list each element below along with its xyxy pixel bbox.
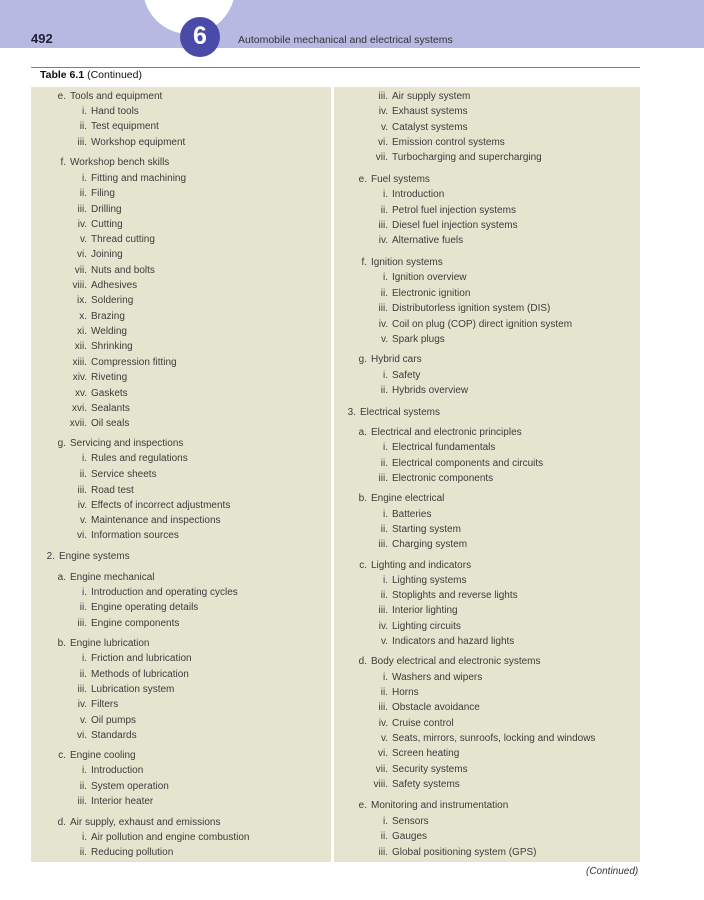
list-item-text: Alternative fuels [392,235,464,246]
list-item-text: Turbocharging and supercharging [392,152,542,163]
list-item-text: Engine systems [59,551,130,562]
list-item-marker: vii. [375,152,388,163]
list-item-marker: i. [383,816,388,827]
list-item-text: Washers and wipers [392,672,483,683]
list-item [63,372,127,384]
list-item-text: Electrical and electronic principles [371,427,522,438]
list-item-marker: g. [57,438,66,449]
list-item-marker: iii. [378,473,388,484]
chapter-number-badge: 6 [180,17,220,57]
list-item-marker: ii. [380,831,388,842]
list-item-text: Engine electrical [371,493,445,504]
list-item-text: Oil pumps [91,715,137,726]
list-item [63,485,134,497]
list-item [364,831,427,843]
table-top-rule [31,67,640,68]
list-item-marker: iv. [77,699,87,710]
list-item-text: Hybrids overview [392,385,469,396]
list-item-marker: ii. [380,524,388,535]
list-item-text: Engine operating details [91,602,199,613]
list-item [63,715,136,727]
list-item-marker: i. [82,832,87,843]
list-item-text: Exhaust systems [392,106,468,117]
list-item-marker: a. [57,572,66,583]
list-item [364,122,468,134]
list-item [63,730,137,742]
list-item-marker: ii. [380,458,388,469]
list-item-text: Introduction [392,189,445,200]
list-item [356,174,430,186]
list-item-text: Compression fitting [91,357,177,368]
list-item [364,303,550,315]
list-item [63,188,115,200]
list-item-marker: vii. [375,764,388,775]
table-title [40,69,142,81]
list-item-text: Electronic ignition [392,288,471,299]
list-item [364,575,466,587]
table-right-column [334,87,640,862]
list-item [63,699,118,711]
list-item-marker: vi. [77,730,87,741]
list-item-marker: f. [60,157,66,168]
list-item-text: Stoplights and reverse lights [392,590,518,601]
list-item [364,152,542,164]
list-item [63,602,198,614]
list-item-text: Engine cooling [70,750,136,761]
list-item [63,500,230,512]
list-item-text: Nuts and bolts [91,265,155,276]
list-item-marker: iii. [77,137,87,148]
list-item-marker: vi. [77,530,87,541]
list-item-marker: iv. [77,500,87,511]
list-item [364,718,454,730]
list-item-marker: d. [358,656,367,667]
list-item [364,605,458,617]
list-item-marker: iii. [77,485,87,496]
list-item-text: Diesel fuel injection systems [392,220,518,231]
list-item-text: Obstacle avoidance [392,702,480,713]
list-item [55,157,169,169]
list-item [63,357,177,369]
list-item [63,653,192,665]
list-item [63,295,133,307]
list-item [364,764,468,776]
list-item [55,91,162,103]
list-item-marker: ii. [79,847,87,858]
list-item-marker: i. [383,509,388,520]
list-item [364,539,467,551]
list-item-marker: vi. [77,249,87,260]
list-item-marker: vi. [378,137,388,148]
list-item-text: Sealants [91,403,130,414]
list-item [356,560,471,572]
list-item [63,530,179,542]
list-item-marker: i. [82,106,87,117]
list-item-text: Engine mechanical [70,572,155,583]
list-item-marker: iii. [378,91,388,102]
list-item [342,407,440,419]
list-item-marker: xii. [74,341,87,352]
list-item-text: Horns [392,687,419,698]
list-item-text: Filing [91,188,115,199]
list-item-marker: ii. [380,205,388,216]
list-item-text: Brazing [91,311,125,322]
list-item [55,750,136,762]
list-item-marker: viii. [373,779,388,790]
list-item-marker: ii. [79,781,87,792]
list-item-text: Engine lubrication [70,638,150,649]
list-item [63,388,128,400]
list-item [356,257,443,269]
list-item-marker: i. [82,173,87,184]
list-item [63,204,122,216]
list-item-text: Fuel systems [371,174,430,185]
list-item [364,288,470,300]
list-item-marker: iv. [378,106,388,117]
list-item [364,816,429,828]
list-item-marker: v. [79,234,87,245]
list-item [364,205,516,217]
list-item-marker: i. [82,653,87,664]
list-item-text: Introduction and operating cycles [91,587,238,598]
list-item [364,458,543,470]
list-item-text: Hand tools [91,106,139,117]
list-item-text: Oil seals [91,418,130,429]
list-item-marker: iii. [77,204,87,215]
list-item-text: Petrol fuel injection systems [392,205,516,216]
list-item [63,326,127,338]
list-item-marker: f. [361,257,367,268]
list-item-marker: i. [383,575,388,586]
list-item [63,669,189,681]
list-item [63,832,249,844]
list-item-text: Riveting [91,372,128,383]
list-item-marker: xvii. [69,418,87,429]
list-item-text: Tools and equipment [70,91,163,102]
list-item [356,656,541,668]
list-item [63,106,139,118]
list-item-marker: ii. [380,385,388,396]
list-item [364,272,466,284]
list-item-marker: ii. [79,669,87,680]
list-item-marker: ii. [380,687,388,698]
list-item [364,590,518,602]
list-item-text: Coil on plug (COP) direct ignition system [392,319,573,330]
list-item-marker: i. [82,453,87,464]
list-item-text: Methods of lubrication [91,669,189,680]
list-item [364,106,468,118]
list-item [55,817,220,829]
list-item-marker: xiii. [72,357,87,368]
list-item [364,137,505,149]
list-item [63,219,123,231]
list-item-text: Rules and regulations [91,453,188,464]
list-item [356,493,444,505]
list-item-text: Air supply, exhaust and emissions [70,817,221,828]
list-item-text: Welding [91,326,127,337]
table-left-column [31,87,331,862]
list-item-text: Sensors [392,816,429,827]
list-item-marker: ii. [380,288,388,299]
list-item-marker: iv. [378,718,388,729]
list-item-marker: e. [358,800,367,811]
list-item [55,638,150,650]
list-item-marker: b. [358,493,367,504]
list-item [63,469,157,481]
list-item-text: Body electrical and electronic systems [371,656,541,667]
list-item-text: Workshop equipment [91,137,186,148]
list-item-text: Indicators and hazard lights [392,636,515,647]
list-item [364,733,595,745]
list-item-marker: iii. [378,847,388,858]
list-item-marker: i. [383,370,388,381]
list-item [356,800,508,812]
list-item [364,847,537,859]
list-item-marker: xiv. [72,372,87,383]
list-item-marker: iii. [378,702,388,713]
list-item [364,473,493,485]
list-item-marker: xv. [74,388,87,399]
list-item-text: Distributorless ignition system (DIS) [392,303,551,314]
list-item [63,280,137,292]
list-item-marker: i. [383,672,388,683]
list-item-text: Spark plugs [392,334,445,345]
list-item-marker: iv. [378,621,388,632]
list-item-marker: v. [380,334,388,345]
list-item-marker: iii. [77,684,87,695]
list-item [55,572,155,584]
list-item [63,847,173,859]
list-item-text: Hybrid cars [371,354,422,365]
list-item [364,235,463,247]
list-item-text: Effects of incorrect adjustments [91,500,231,511]
list-item-text: Maintenance and inspections [91,515,221,526]
list-item-text: Thread cutting [91,234,155,245]
list-item-text: Security systems [392,764,468,775]
list-item-text: Charging system [392,539,468,550]
list-item-text: Introduction [91,765,144,776]
list-item-text: Seats, mirrors, sunroofs, locking and windows [392,733,596,744]
list-item-text: Cruise control [392,718,454,729]
list-item-text: Interior lighting [392,605,458,616]
list-item [63,121,159,133]
list-item-marker: e. [358,174,367,185]
list-item-marker: xvi. [72,403,87,414]
list-item [63,137,185,149]
list-item [41,551,130,563]
list-item-marker: b. [57,638,66,649]
list-item-marker: iv. [378,319,388,330]
list-item-marker: ii. [79,121,87,132]
list-item-text: Engine components [91,618,180,629]
list-item-text: Screen heating [392,748,460,759]
list-item-text: Friction and lubrication [91,653,192,664]
list-item-text: Global positioning system (GPS) [392,847,537,858]
list-item-marker: ii. [79,469,87,480]
list-item-marker: i. [383,189,388,200]
list-item-text: Ignition systems [371,257,443,268]
list-item-text: Information sources [91,530,179,541]
list-item [364,524,461,536]
list-item [63,234,155,246]
list-item [63,341,133,353]
list-item-text: Monitoring and instrumentation [371,800,509,811]
list-item-text: Electrical systems [360,407,441,418]
list-item [63,765,143,777]
list-item-marker: i. [82,765,87,776]
list-item [364,687,419,699]
list-item-marker: 2. [46,551,55,562]
list-item [364,672,482,684]
list-item-marker: d. [57,817,66,828]
list-item-text: Starting system [392,524,461,535]
list-item-marker: 3. [347,407,356,418]
list-item-text: Electronic components [392,473,494,484]
list-item [364,779,460,791]
list-item-text: Adhesives [91,280,138,291]
list-item-marker: v. [79,715,87,726]
list-item-marker: iii. [378,605,388,616]
table-label: Table 6.1 [40,69,85,81]
list-item [364,385,468,397]
list-item-text: Lighting circuits [392,621,461,632]
list-item-text: Fitting and machining [91,173,187,184]
list-item-text: Catalyst systems [392,122,468,133]
list-item-marker: i. [82,587,87,598]
list-item-text: Servicing and inspections [70,438,184,449]
list-item-text: Soldering [91,295,134,306]
list-item-text: Emission control systems [392,137,505,148]
list-item-marker: x. [79,311,87,322]
list-item-text: Test equipment [91,121,159,132]
list-item-marker: iv. [378,235,388,246]
list-item-marker: v. [380,636,388,647]
list-item [63,781,169,793]
list-item-text: Service sheets [91,469,157,480]
list-item [364,370,420,382]
list-item-marker: c. [359,560,367,571]
list-item-text: Lighting systems [392,575,467,586]
running-title: Automobile mechanical and electrical systems [238,34,453,46]
list-item-marker: iii. [77,618,87,629]
list-item [63,403,130,415]
list-item-marker: viii. [72,280,87,291]
list-item-text: Filters [91,699,119,710]
list-item-text: Lighting and indicators [371,560,472,571]
list-item [364,702,480,714]
list-item-text: Drilling [91,204,122,215]
list-item-text: Interior heater [91,796,154,807]
list-item-marker: v. [380,122,388,133]
list-item-text: Safety systems [392,779,460,790]
list-item-marker: i. [383,272,388,283]
list-item-text: Workshop bench skills [70,157,170,168]
list-item [356,427,522,439]
list-item-text: Batteries [392,509,432,520]
list-item [63,249,123,261]
list-item [63,684,174,696]
list-item [63,418,129,430]
list-item-marker: i. [383,442,388,453]
list-item-marker: iv. [77,219,87,230]
list-item-marker: v. [79,515,87,526]
list-item [63,265,155,277]
list-item-marker: ix. [77,295,87,306]
list-item-marker: e. [57,91,66,102]
list-item-marker: vi. [378,748,388,759]
list-item-text: Lubrication system [91,684,175,695]
list-item-text: Joining [91,249,123,260]
list-item-marker: iii. [77,796,87,807]
list-item [63,311,125,323]
list-item-marker: iii. [378,539,388,550]
list-item [63,173,186,185]
list-item [63,515,221,527]
continued-note: (Continued) [586,866,639,877]
list-item-text: Gaskets [91,388,128,399]
list-item [364,319,572,331]
list-item-marker: vii. [74,265,87,276]
list-item [364,334,445,346]
list-item [364,621,461,633]
list-item [364,442,495,454]
list-item-text: Standards [91,730,137,741]
list-item-text: Electrical fundamentals [392,442,496,453]
list-item-text: Electrical components and circuits [392,458,544,469]
list-item-text: Reducing pollution [91,847,174,858]
list-item [364,91,470,103]
list-item [364,636,514,648]
list-item [55,438,183,450]
list-item-text: Air supply system [392,91,471,102]
table-caption: (Continued) [87,69,142,81]
list-item-marker: ii. [380,590,388,601]
list-item [364,748,459,760]
list-item-marker: g. [358,354,367,365]
list-item [63,587,238,599]
list-item-text: Gauges [392,831,428,842]
list-item-text: Safety [392,370,421,381]
list-item-text: Road test [91,485,134,496]
list-item-text: Ignition overview [392,272,467,283]
list-item [364,220,518,232]
list-item-text: Cutting [91,219,123,230]
list-item [63,453,188,465]
list-item-text: Shrinking [91,341,133,352]
list-item-text: System operation [91,781,169,792]
list-item-marker: iii. [378,303,388,314]
list-item-text: Air pollution and engine combustion [91,832,250,843]
list-item [364,189,444,201]
list-item-marker: v. [380,733,388,744]
list-item [63,796,153,808]
list-item [364,509,431,521]
list-item [63,618,179,630]
list-item-marker: xi. [77,326,87,337]
list-item [356,354,422,366]
list-item-marker: ii. [79,188,87,199]
list-item-marker: a. [358,427,367,438]
list-item-marker: ii. [79,602,87,613]
page-number: 492 [31,31,53,46]
list-item-marker: c. [58,750,66,761]
list-item-marker: iii. [378,220,388,231]
